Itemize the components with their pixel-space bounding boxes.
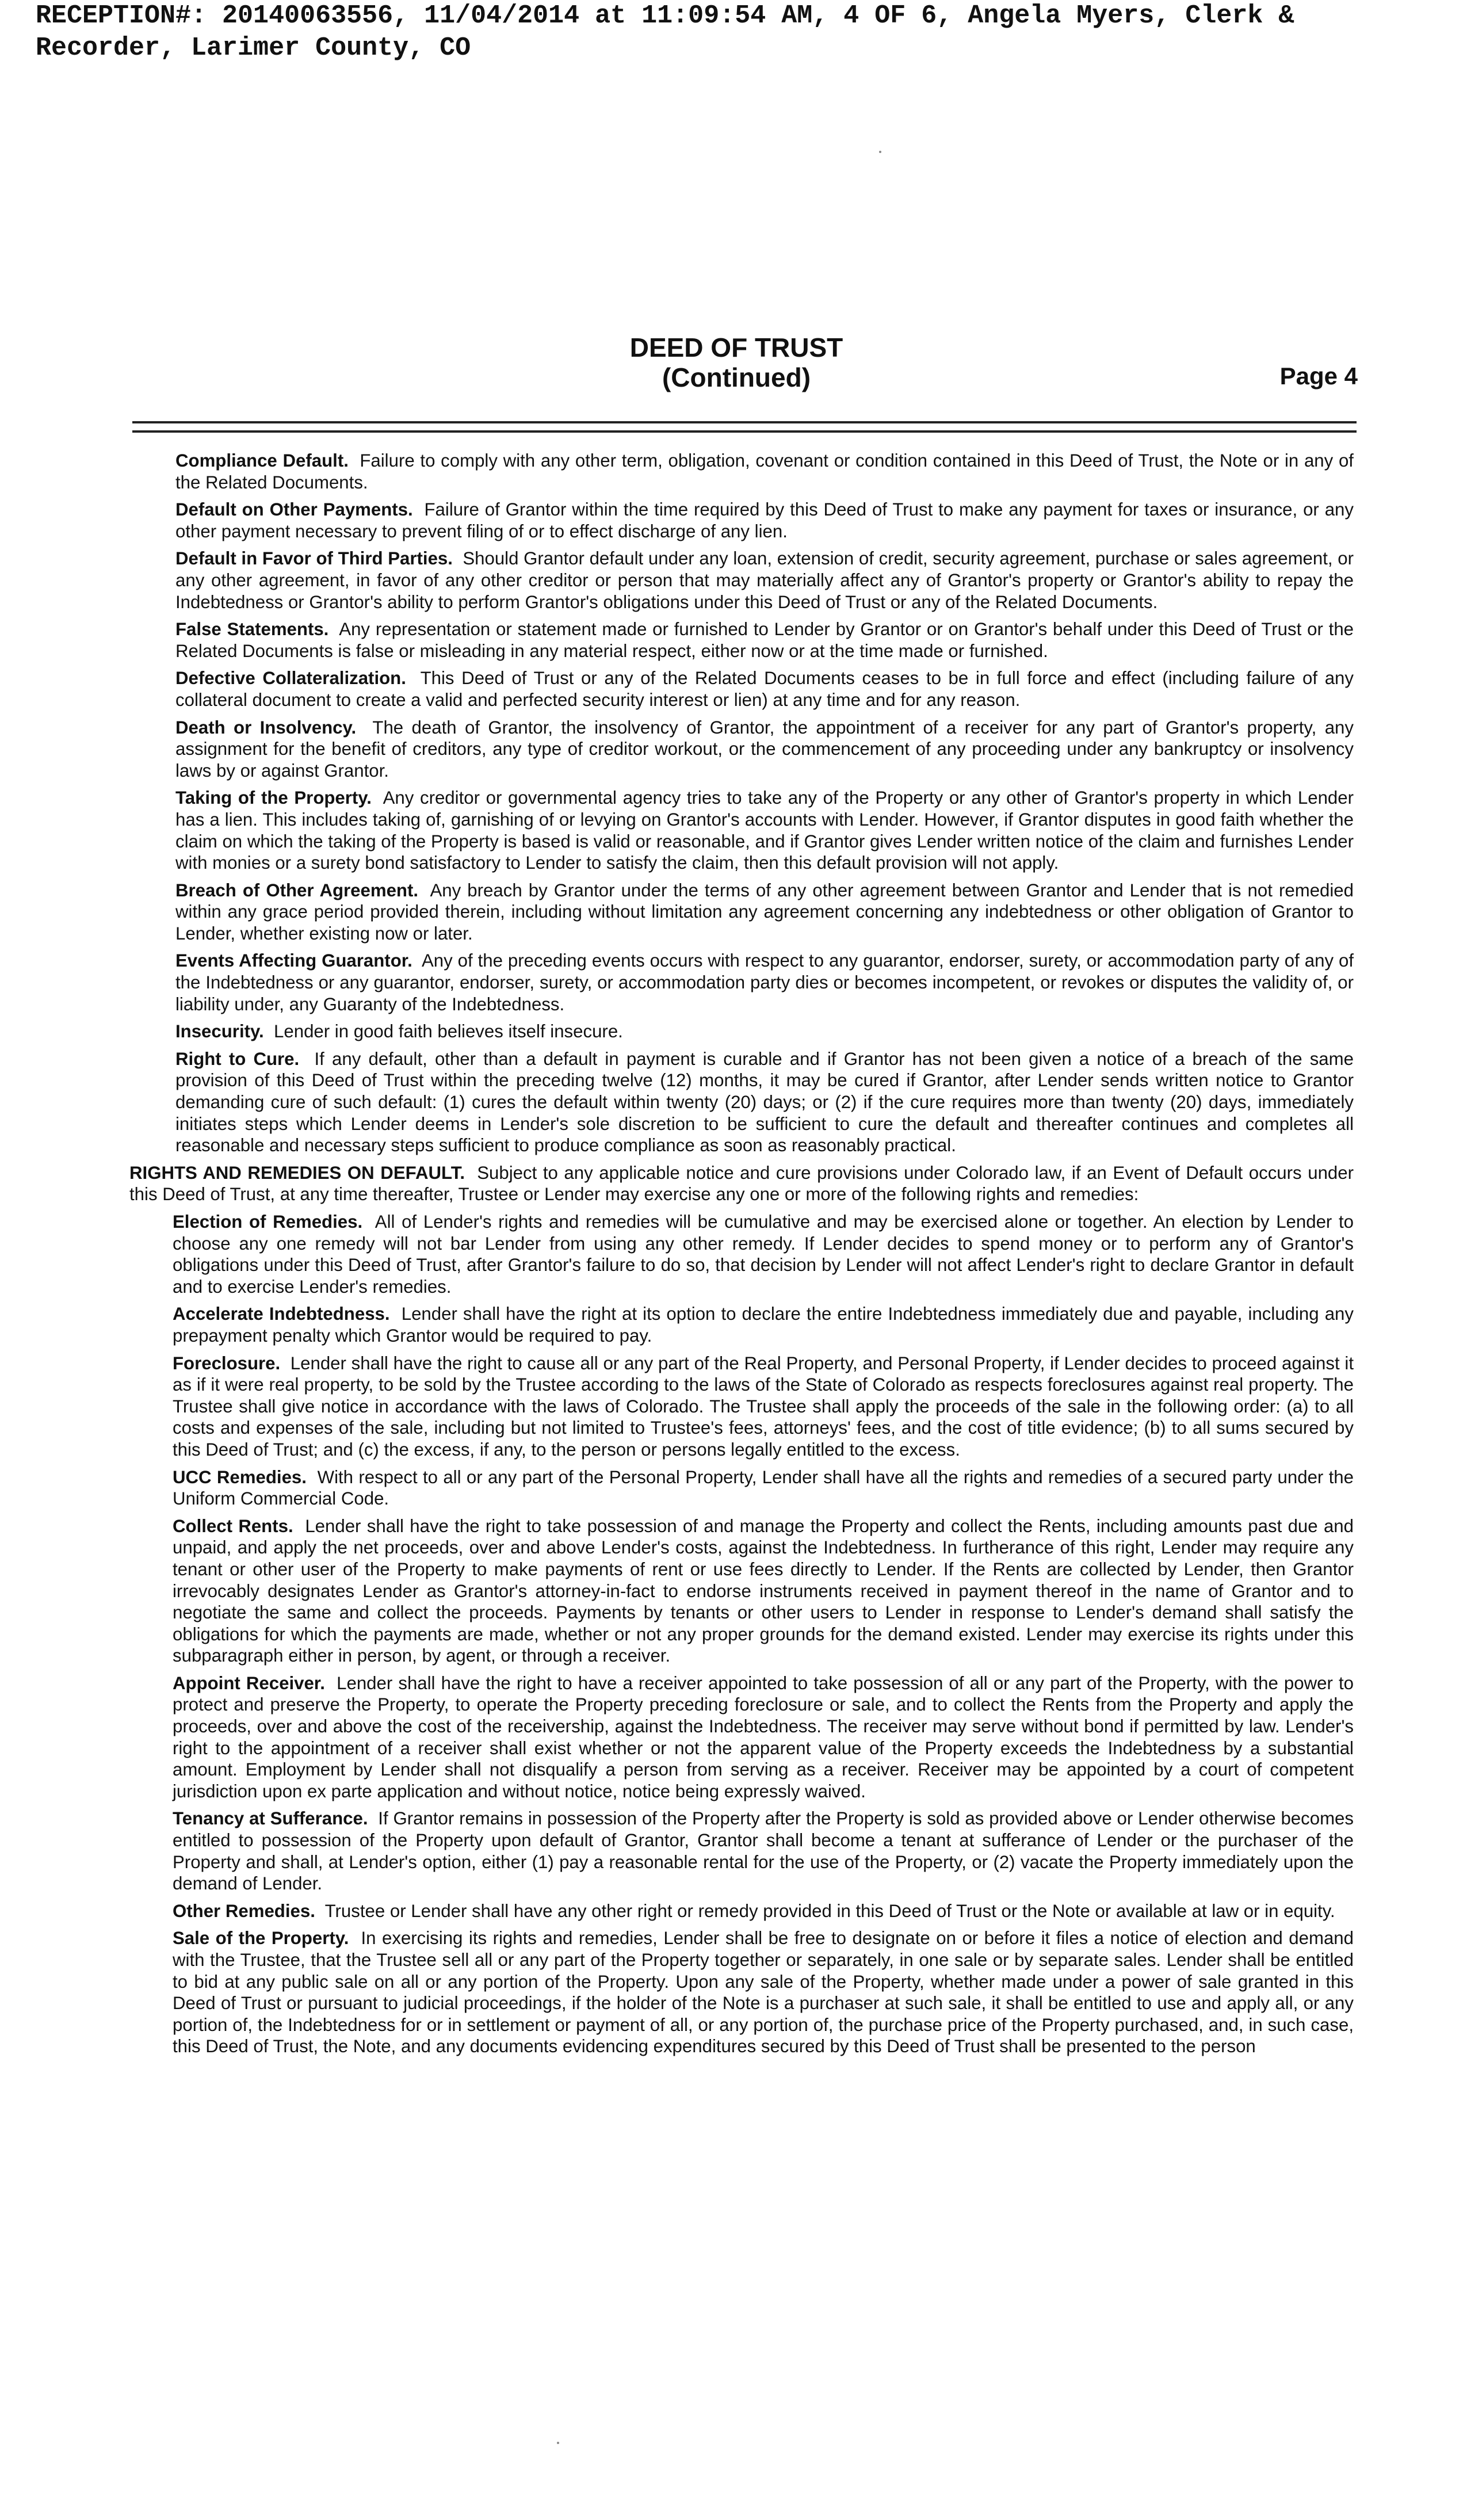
remedy-collect-rents bbox=[173, 1515, 1354, 1667]
remedy-ucc bbox=[173, 1467, 1354, 1510]
paragraph-heading: Compliance Default. bbox=[175, 450, 349, 471]
remedy-text: Lender shall have the right at its option to declare the entire Indebtedness immediately due and payable, including any prepayment penalty which Grantor would be required to pay. bbox=[173, 1304, 1354, 1346]
remedy-election bbox=[173, 1211, 1354, 1297]
document-body bbox=[129, 450, 1354, 2063]
paragraph-text: Any breach by Grantor under the terms of any other agreement between Grantor and Lender that is not remedied within any grace period provided therein, including without limitation any agreement concerning any indebtedness or other obligation of Grantor to Lender, whether existing now or later. bbox=[175, 880, 1354, 944]
paragraph-heading: Breach of Other Agreement. bbox=[175, 880, 419, 900]
paragraph-heading: Default in Favor of Third Parties. bbox=[175, 548, 453, 569]
paragraph-text: Failure to comply with any other term, obligation, covenant or condition contained in this Deed of Trust, the Note or in any of the Related Documents. bbox=[175, 450, 1354, 492]
header-rule-bottom bbox=[132, 430, 1357, 433]
scan-speck bbox=[557, 2442, 559, 2444]
paragraph-text: Should Grantor default under any loan, extension of credit, security agreement, purchase or sales agreement, or any other agreement, in favor of any other creditor or person that may materially affect any of Grantor's property or Grantor's ability to repay the Indebtedness or Grantor's ability to perform Grantor's obligations under this Deed of Trust or any of the Related Documents. bbox=[175, 548, 1354, 612]
remedy-text: Lender shall have the right to have a receiver appointed to take possession of all or any part of the Property, with the power to protect and preserve the Property, to operate the Property preceding foreclosure or sale, and to collect the Rents from the Property and apply the proceeds, over and above the cost of the receivership, against the Indebtedness. The receiver may serve without bond if permitted by law. Lender's right to the appointment of a receiver shall exist whether or not the apparent value of the Property exceeds the Indebtedness by a substantial amount. Employment by Lender shall not disqualify a person from serving as a receiver. Receiver may be appointed by a court of competent jurisdiction upon ex parte application and without notice, notice being expressly waived. bbox=[173, 1673, 1354, 1801]
page-number: Page 4 bbox=[1279, 362, 1358, 390]
header-rule-top bbox=[132, 421, 1357, 423]
paragraph-default-third-parties bbox=[175, 548, 1354, 613]
remedy-text: Lender shall have the right to take possession of and manage the Property and collect the Rents, including amounts past due and unpaid, and apply the net proceeds, over and above Lender's costs, against the Indebtedness. In furtherance of this right, Lender may require any tenant or other user of the Property to make payments of rent or use fees directly to Lender. If the Rents are collected by Lender, then Grantor irrevocably designates Lender as Grantor's attorney-in-fact to endorse instruments received in payment thereof in the name of Grantor and to negotiate the same and collect the proceeds. Payments by tenants or other users to Lender in response to Lender's demand shall satisfy the obligations for which the payments are made, whether or not any proper grounds for the demand existed. Lender may exercise its rights under this subparagraph either in person, by agent, or through a receiver. bbox=[173, 1515, 1354, 1666]
remedy-heading: UCC Remedies. bbox=[173, 1467, 307, 1487]
section-heading: RIGHTS AND REMEDIES ON DEFAULT. bbox=[129, 1162, 465, 1183]
scan-speck bbox=[879, 151, 881, 153]
paragraph-text: Any of the preceding events occurs with respect to any guarantor, endorser, surety, or accommodation party of any of the Indebtedness or any guarantor, endorser, surety, or accommodation party dies or becomes incompetent, or revokes or disputes the validity of, or liability under, any Guaranty of the Indebtedness. bbox=[175, 950, 1354, 1014]
paragraph-heading: Death or Insolvency. bbox=[175, 717, 357, 738]
remedy-text: Trustee or Lender shall have any other right or remedy provided in this Deed of Trust or the Note or available at law or in equity. bbox=[324, 1900, 1335, 1921]
remedy-heading: Collect Rents. bbox=[173, 1515, 293, 1536]
remedy-text: In exercising its rights and remedies, Lender shall be free to designate on or before it files a notice of election and demand with the Trustee, that the Trustee sell all or any part of the Property together or separately, in one sale or by separate sales. Lender shall be entitled to bid at any public sale on all or any portion of the Property. Upon any sale of the Property, whether made under a power of sale granted in this Deed of Trust or pursuant to judicial proceedings, if the holder of the Note is a purchaser at such sale, it shall be entitled to use and apply all, or any portion of, the Indebtedness for or in settlement or payment of all, or any portion of, the purchase price of the Property purchased, and, in such case, this Deed of Trust, the Note, and any documents evidencing expenditures secured by this Deed of Trust shall be presented to the person bbox=[173, 1928, 1354, 2057]
remedy-appoint-receiver bbox=[173, 1673, 1354, 1803]
paragraph-defective-collateralization bbox=[175, 667, 1354, 711]
paragraph-heading: Taking of the Property. bbox=[175, 788, 372, 808]
paragraph-breach-other-agreement bbox=[175, 880, 1354, 945]
paragraph-heading: False Statements. bbox=[175, 619, 329, 640]
section-rights-remedies bbox=[129, 1162, 1354, 1205]
remedy-text: Lender shall have the right to cause all or any part of the Real Property, and Personal Property, if Lender decides to proceed against it as if it were real property, to be sold by the Trustee according to the laws of the State of Colorado as respects foreclosures against real property. The Trustee shall give notice in accordance with the laws of Colorado. The Trustee shall apply the proceeds of the sale in the following order: (a) to all costs and expenses of the sale, including but not limited to Trustee's fees, attorneys' fees, and the cost of title evidence; (b) to all sums secured by this Deed of Trust; and (c) the excess, if any, to the person or persons legally entitled to the excess. bbox=[173, 1353, 1354, 1460]
remedy-other bbox=[173, 1900, 1354, 1922]
paragraph-heading: Default on Other Payments. bbox=[175, 499, 413, 520]
paragraph-heading: Right to Cure. bbox=[175, 1048, 300, 1069]
remedy-heading: Foreclosure. bbox=[173, 1353, 281, 1373]
remedy-heading: Accelerate Indebtedness. bbox=[173, 1304, 390, 1324]
remedy-heading: Sale of the Property. bbox=[173, 1928, 349, 1949]
remedy-heading: Election of Remedies. bbox=[173, 1212, 363, 1232]
paragraph-insecurity bbox=[175, 1021, 1354, 1043]
paragraph-text: The death of Grantor, the insolvency of Grantor, the appointment of a receiver for any part of Grantor's property, any assignment for the benefit of creditors, any type of creditor workout, or the commencement of any proceeding under any bankruptcy or insolvency laws by or against Grantor. bbox=[175, 717, 1354, 781]
paragraph-events-affecting-guarantor bbox=[175, 950, 1354, 1015]
document-title-line2: (Continued) bbox=[662, 362, 811, 392]
paragraph-compliance-default bbox=[175, 450, 1354, 493]
paragraph-text: If any default, other than a default in payment is curable and if Grantor has not been given a notice of a breach of the same provision of this Deed of Trust within the preceding twelve (12) months, it may be cured if Grantor, after Lender sends written notice to Grantor demanding cure of such default: (1) cures the default within twenty (20) days; or (2) if the cure requires more than twenty (20) days, immediately initiates steps which Lender deems in Lender's sole discretion to be sufficient to cure the default and thereafter continues and completes all reasonable and necessary steps sufficient to produce compliance as soon as reasonably practical. bbox=[175, 1048, 1354, 1156]
remedy-sale-of-property bbox=[173, 1927, 1354, 2057]
paragraph-heading: Events Affecting Guarantor. bbox=[175, 950, 412, 971]
paragraph-heading: Defective Collateralization. bbox=[175, 668, 406, 689]
section-text: Subject to any applicable notice and cure provisions under Colorado law, if an Event of Default occurs under this Deed of Trust, at any time thereafter, Trustee or Lender may exercise any one or more of the following rights and remedies: bbox=[129, 1162, 1354, 1205]
paragraph-text: Any creditor or governmental agency tries to take any of the Property or any other of Grantor's property in which Lender has a lien. This includes taking of, garnishing of or levying on Grantor's accounts with Lender. However, if Grantor disputes in good faith whether the claim on which the taking of the Property is based is valid or reasonable, and if Grantor gives Lender written notice of the claim and furnishes Lender with monies or a surety bond satisfactory to Lender to satisfy the claim, then this default provision will not apply. bbox=[175, 788, 1354, 873]
paragraph-text: Any representation or statement made or furnished to Lender by Grantor or on Grantor's behalf under this Deed of Trust or the Related Documents is false or misleading in any material respect, either now or at the time made or furnished. bbox=[175, 619, 1354, 661]
reception-header: RECEPTION#: 20140063556, 11/04/2014 at 11:09:54 AM, 4 OF 6, Angela Myers, Clerk & Recorder, Larimer County, CO bbox=[36, 1, 1294, 63]
remedy-tenancy-sufferance bbox=[173, 1808, 1354, 1894]
remedy-foreclosure bbox=[173, 1353, 1354, 1461]
paragraph-taking-property bbox=[175, 787, 1354, 873]
paragraph-false-statements bbox=[175, 618, 1354, 662]
paragraph-right-to-cure bbox=[175, 1048, 1354, 1156]
remedy-heading: Tenancy at Sufferance. bbox=[173, 1808, 368, 1829]
paragraph-text: Lender in good faith believes itself insecure. bbox=[274, 1021, 623, 1042]
document-title-line1: DEED OF TRUST bbox=[629, 333, 843, 362]
remedy-heading: Appoint Receiver. bbox=[173, 1673, 325, 1693]
document-title bbox=[575, 333, 897, 392]
remedy-accelerate-indebtedness bbox=[173, 1303, 1354, 1346]
remedy-text: With respect to all or any part of the Personal Property, Lender shall have all the rights and remedies of a secured party under the Uniform Commercial Code. bbox=[173, 1467, 1354, 1509]
remedy-text: If Grantor remains in possession of the Property after the Property is sold as provided above or Lender otherwise becomes entitled to possession of the Property upon default of Grantor, Grantor shall become a tenant at sufferance of Lender or the purchaser of the Property and shall, at Lender's option, either (1) pay a reasonable rental for the use of the Property, or (2) vacate the Property immediately upon the demand of Lender. bbox=[173, 1808, 1354, 1894]
paragraph-default-other-payments bbox=[175, 499, 1354, 542]
paragraph-text: This Deed of Trust or any of the Related Documents ceases to be in full force and effect (including failure of any collateral document to create a valid and perfected security interest or lien) at any time and for any reason. bbox=[175, 668, 1354, 710]
remedy-heading: Other Remedies. bbox=[173, 1900, 315, 1921]
paragraph-death-insolvency bbox=[175, 717, 1354, 782]
paragraph-heading: Insecurity. bbox=[175, 1021, 264, 1042]
remedy-text: All of Lender's rights and remedies will be cumulative and may be exercised alone or together. An election by Lender to choose any one remedy will not bar Lender from using any other remedy. If Lender decides to spend money or to perform any of Grantor's obligations under this Deed of Trust, after Grantor's failure to do so, that decision by Lender will not affect Lender's right to declare Grantor in default and to exercise Lender's remedies. bbox=[173, 1212, 1354, 1297]
paragraph-text: Failure of Grantor within the time required by this Deed of Trust to make any payment for taxes or insurance, or any other payment necessary to prevent filing of or to effect discharge of any lien. bbox=[175, 499, 1354, 541]
